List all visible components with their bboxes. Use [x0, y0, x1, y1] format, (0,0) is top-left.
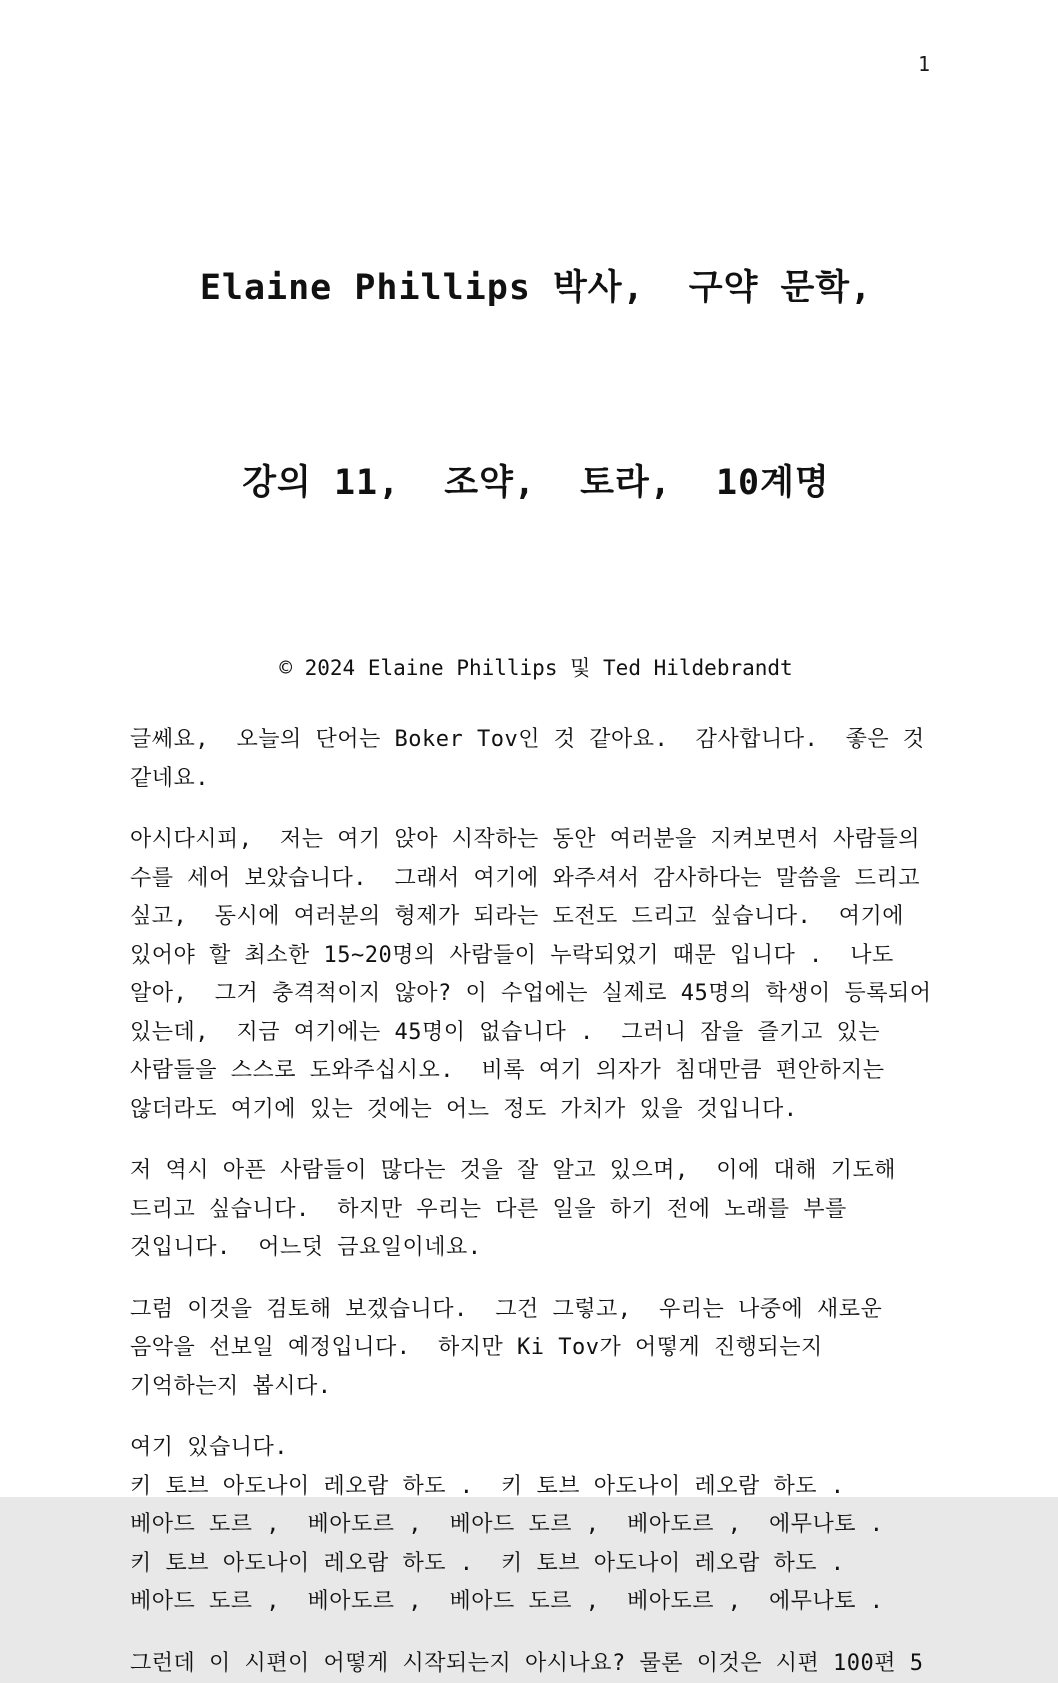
text-line: 같네요.	[130, 760, 942, 799]
text-line: 기억하는지 봅시다.	[130, 1368, 942, 1407]
text-line: 베아드 도르 , 베아도르 , 베아드 도르 , 베아도르 , 에무나토 .	[130, 1583, 942, 1622]
title-line-2: 강의 11, 조약, 토라, 10계명	[130, 451, 942, 516]
paragraph	[130, 821, 942, 1129]
text-line: 여기 있습니다.	[130, 1429, 942, 1468]
text-line: 그럼 이것을 검토해 보겠습니다. 그건 그렇고, 우리는 나중에 새로운	[130, 1291, 942, 1330]
text-line: 저 역시 아픈 사람들이 많다는 것을 잘 알고 있으며, 이에 대해 기도해	[130, 1152, 942, 1191]
document-title	[130, 126, 942, 646]
paragraph	[130, 1291, 942, 1407]
text-line: 그런데 이 시편이 어떻게 시작되는지 아시나요? 물론 이것은 시편 100편 5	[130, 1645, 942, 1683]
text-line: 싶고, 동시에 여러분의 형제가 되라는 도전도 드리고 싶습니다. 여기에	[130, 898, 942, 937]
text-line: 있는데, 지금 여기에는 45명이 없습니다 . 그러니 잠을 즐기고 있는	[130, 1014, 942, 1053]
text-line: 음악을 선보일 예정입니다. 하지만 Ki Tov가 어떻게 진행되는지	[130, 1329, 942, 1368]
text-line: 키 토브 아도나이 레오람 하도 . 키 토브 아도나이 레오람 하도 .	[130, 1545, 942, 1584]
body-text	[130, 721, 942, 1683]
text-line: 글쎄요, 오늘의 단어는 Boker Tov인 것 같아요. 감사합니다. 좋은 것	[130, 721, 942, 760]
text-line: 아시다시피, 저는 여기 앉아 시작하는 동안 여러분을 지켜보면서 사람들의	[130, 821, 942, 860]
page-content	[130, 126, 942, 1683]
paragraph	[130, 1645, 942, 1683]
text-line: 알아, 그거 충격적이지 않아? 이 수업에는 실제로 45명의 학생이 등록되어	[130, 975, 942, 1014]
paragraph	[130, 1429, 942, 1622]
text-line: 있어야 할 최소한 15~20명의 사람들이 누락되었기 때문 입니다 . 나도	[130, 937, 942, 976]
text-line: 키 토브 아도나이 레오람 하도 . 키 토브 아도나이 레오람 하도 .	[130, 1468, 942, 1507]
paragraph	[130, 721, 942, 798]
text-line: 베아드 도르 , 베아도르 , 베아드 도르 , 베아도르 , 에무나토 .	[130, 1506, 942, 1545]
text-line: 사람들을 스스로 도와주십시오. 비록 여기 의자가 침대만큼 편안하지는	[130, 1052, 942, 1091]
text-line: 수를 세어 보았습니다. 그래서 여기에 와주셔서 감사하다는 말씀을 드리고	[130, 860, 942, 899]
text-line: 않더라도 여기에 있는 것에는 어느 정도 가치가 있을 것입니다.	[130, 1091, 942, 1130]
title-line-1: Elaine Phillips 박사, 구약 문학,	[130, 256, 942, 321]
text-line: 것입니다. 어느덧 금요일이네요.	[130, 1229, 942, 1268]
text-line: 드리고 싶습니다. 하지만 우리는 다른 일을 하기 전에 노래를 부를	[130, 1191, 942, 1230]
copyright-line: © 2024 Elaine Phillips 및 Ted Hildebrandt	[130, 653, 942, 683]
page-number: 1	[918, 52, 930, 76]
paragraph	[130, 1152, 942, 1268]
